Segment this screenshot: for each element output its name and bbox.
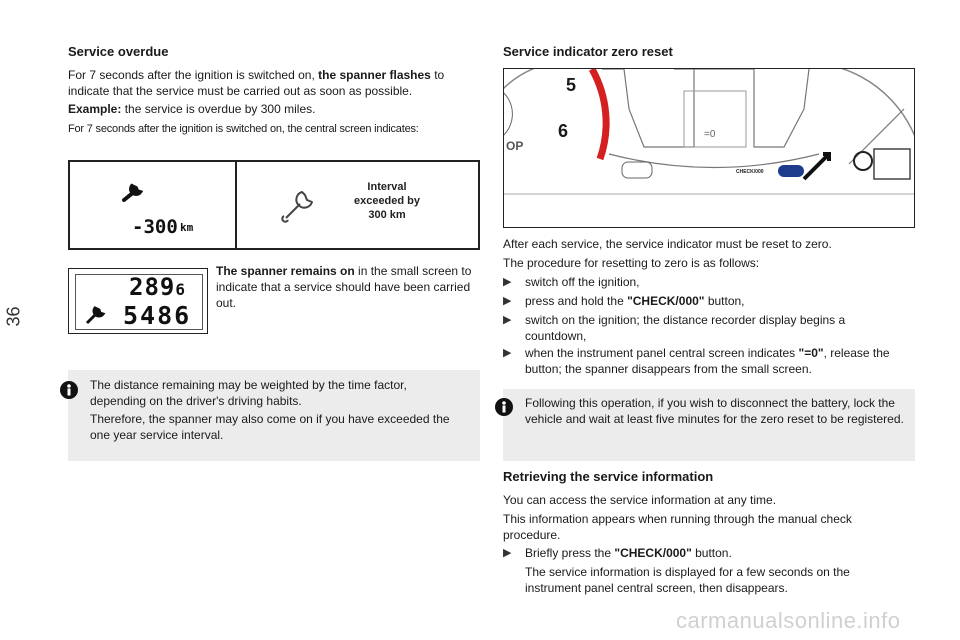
small-screen-display — [68, 268, 208, 334]
reset-intro-text: After each service, the service indicator must be reset to zero. — [503, 237, 832, 251]
check-000-button[interactable] — [778, 165, 804, 177]
instrument-panel-illustration — [503, 68, 915, 228]
step-bullet-icon: ▶ — [503, 547, 512, 559]
step-bullet-icon: ▶ — [503, 295, 512, 307]
spanner-icon — [122, 182, 148, 204]
overdue-paragraph: For 7 seconds after the ignition is switched on, the spanner flashes to indicate that the service must be carried out as soon as possible. — [68, 68, 445, 98]
example-paragraph: Example: the service is overdue by 300 miles. — [68, 102, 316, 116]
retrieve-note-text: The service information is displayed for a few seconds on the instrument panel central screen, then disappears. — [525, 565, 850, 595]
page-number: 36 — [3, 306, 24, 327]
zero-reset-title: Service indicator zero reset — [503, 44, 673, 59]
central-screen-display — [68, 160, 480, 250]
step-bullet-icon: ▶ — [503, 347, 512, 359]
right-info-box — [503, 389, 915, 461]
lcd-trip-value: 2896 — [129, 273, 186, 301]
gauge-number-5: 5 — [566, 75, 577, 95]
reset-step-4: ▶ when the instrument panel central screen indicates "=0", release the button; the spanner disappears from the small screen. — [503, 346, 890, 376]
reset-step-2: ▶ press and hold the "CHECK/000" button, — [503, 294, 745, 308]
retrieve-procedure-text: This information appears when running through the manual check procedure. — [503, 512, 852, 542]
reset-step-3: ▶ switch on the ignition; the distance recorder display begins a countdown, — [503, 313, 846, 343]
step-bullet-icon: ▶ — [503, 314, 512, 326]
retrieving-title: Retrieving the service information — [503, 469, 714, 484]
interval-message: Interval exceeded by 300 km — [353, 181, 421, 221]
info-weighted-text: The distance remaining may be weighted by the time factor, depending on the driver's driving habits. — [90, 378, 407, 408]
info-spanner-text: Therefore, the spanner may also come on if you have exceeded the one year service interval. — [90, 412, 450, 442]
gauge-op-label: OP — [506, 139, 524, 153]
central-screen-paragraph: For 7 seconds after the ignition is switched on, the central screen indicates: — [68, 123, 419, 135]
left-info-box — [68, 370, 480, 461]
info-icon — [60, 381, 78, 399]
reset-step-1: ▶ switch off the ignition, — [503, 275, 640, 289]
gauge-number-6: 6 — [558, 121, 569, 141]
retrieve-access-text: You can access the service information at any time. — [503, 493, 777, 507]
check-label: CHECK/000 — [736, 169, 764, 175]
reset-procedure-text: The procedure for resetting to zero is as follows: — [503, 256, 760, 270]
service-overdue-title: Service overdue — [68, 44, 169, 59]
step-bullet-icon: ▶ — [503, 276, 512, 288]
spanner-outline-icon — [278, 184, 318, 224]
info-icon — [495, 398, 513, 416]
battery-info-text: Following this operation, if you wish to disconnect the battery, lock the vehicle and wait at least five minutes for the zero reset to be registered. — [525, 396, 904, 426]
spanner-remains-paragraph: The spanner remains on in the small screen to indicate that a service should have been carried out. — [216, 264, 472, 310]
overdue-unit: km — [180, 221, 194, 234]
gauge-zero-readout: =0 — [704, 129, 716, 140]
watermark: carmanualsonline.info — [676, 608, 901, 633]
lcd-odometer-value: 5486 — [123, 301, 192, 330]
retrieve-step-1: ▶ Briefly press the "CHECK/000" button. — [503, 546, 732, 560]
overdue-value: -300 — [132, 216, 178, 238]
lcd-spanner-icon — [85, 305, 107, 325]
